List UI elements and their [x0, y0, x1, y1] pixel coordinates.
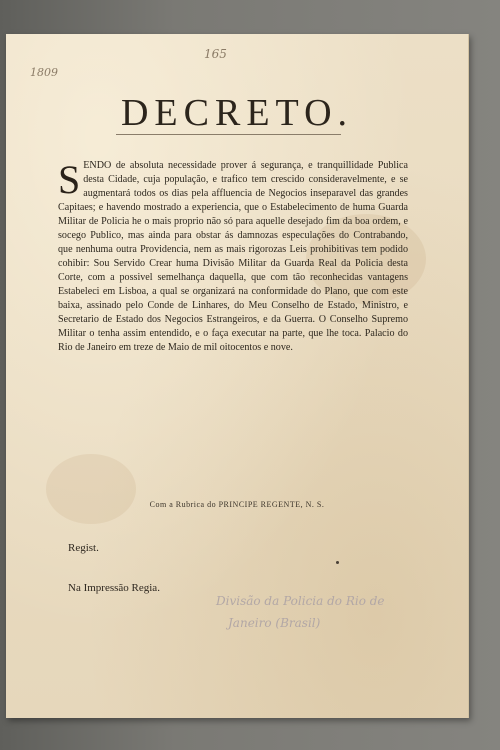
decree-body [58, 159, 408, 355]
paper-stain [46, 454, 136, 524]
registration-note: Regist. [68, 542, 99, 554]
handwritten-folio-number: 165 [204, 47, 227, 61]
pencil-annotation-line1: Divisão da Policia do Rio de [216, 594, 385, 608]
drop-cap: S [58, 157, 81, 202]
document-page [6, 34, 469, 718]
handwritten-year: 1809 [30, 66, 58, 79]
pencil-annotation-line2: Janeiro (Brasil) [228, 616, 321, 630]
printer-imprint: Na Impressão Regia. [68, 582, 160, 594]
decree-body-text: ENDO de absoluta necessidade prover á segurança, e tranquillidade Publica desta Cidade, cuja população, e trafico tem crescido consideravelmente, e se augmentará todos os dias pela affluencia de Negocios inseparavel das grandes Capitaes; e havendo mostrado a experiencia, que o Estabelecimento de huma Guarda Militar de Policia he o mais proprio não só para aquelle desejado fim da boa ordem, e socego Publico, mas ainda para obstar ás damnozas especulações do Contrabando, que nenhuma outra Providencia, nem as mais rigorozas Leis prohibitivas tem podido cohibir: Sou Servido Crear huma Divisão Militar da Guarda Real da Policia desta Corte, com a possivel semelhança daquella, que com tão reconhecidas vantagens Estabeleci em Lisboa, a qual se organizará na conformidade do Plano, que com este baixa, assinado pelo Conde de Linhares, do Meu Conselho de Estado, Ministro, e Secretario de Estado dos Negocios Estrangeiros, e da Guerra. O Conselho Supremo Militar o tenha assim entendido, e o faça executar na parte, que lhe toca. Palacio do Rio de Janeiro em treze de Maio de mil oitocentos e nove. [58, 160, 408, 353]
signature-line: Com a Rubrica do PRINCIPE REGENTE, N. S. [149, 500, 325, 509]
ink-dot [336, 561, 339, 564]
title-underline [116, 134, 341, 135]
document-title: DECRETO. [120, 92, 354, 134]
